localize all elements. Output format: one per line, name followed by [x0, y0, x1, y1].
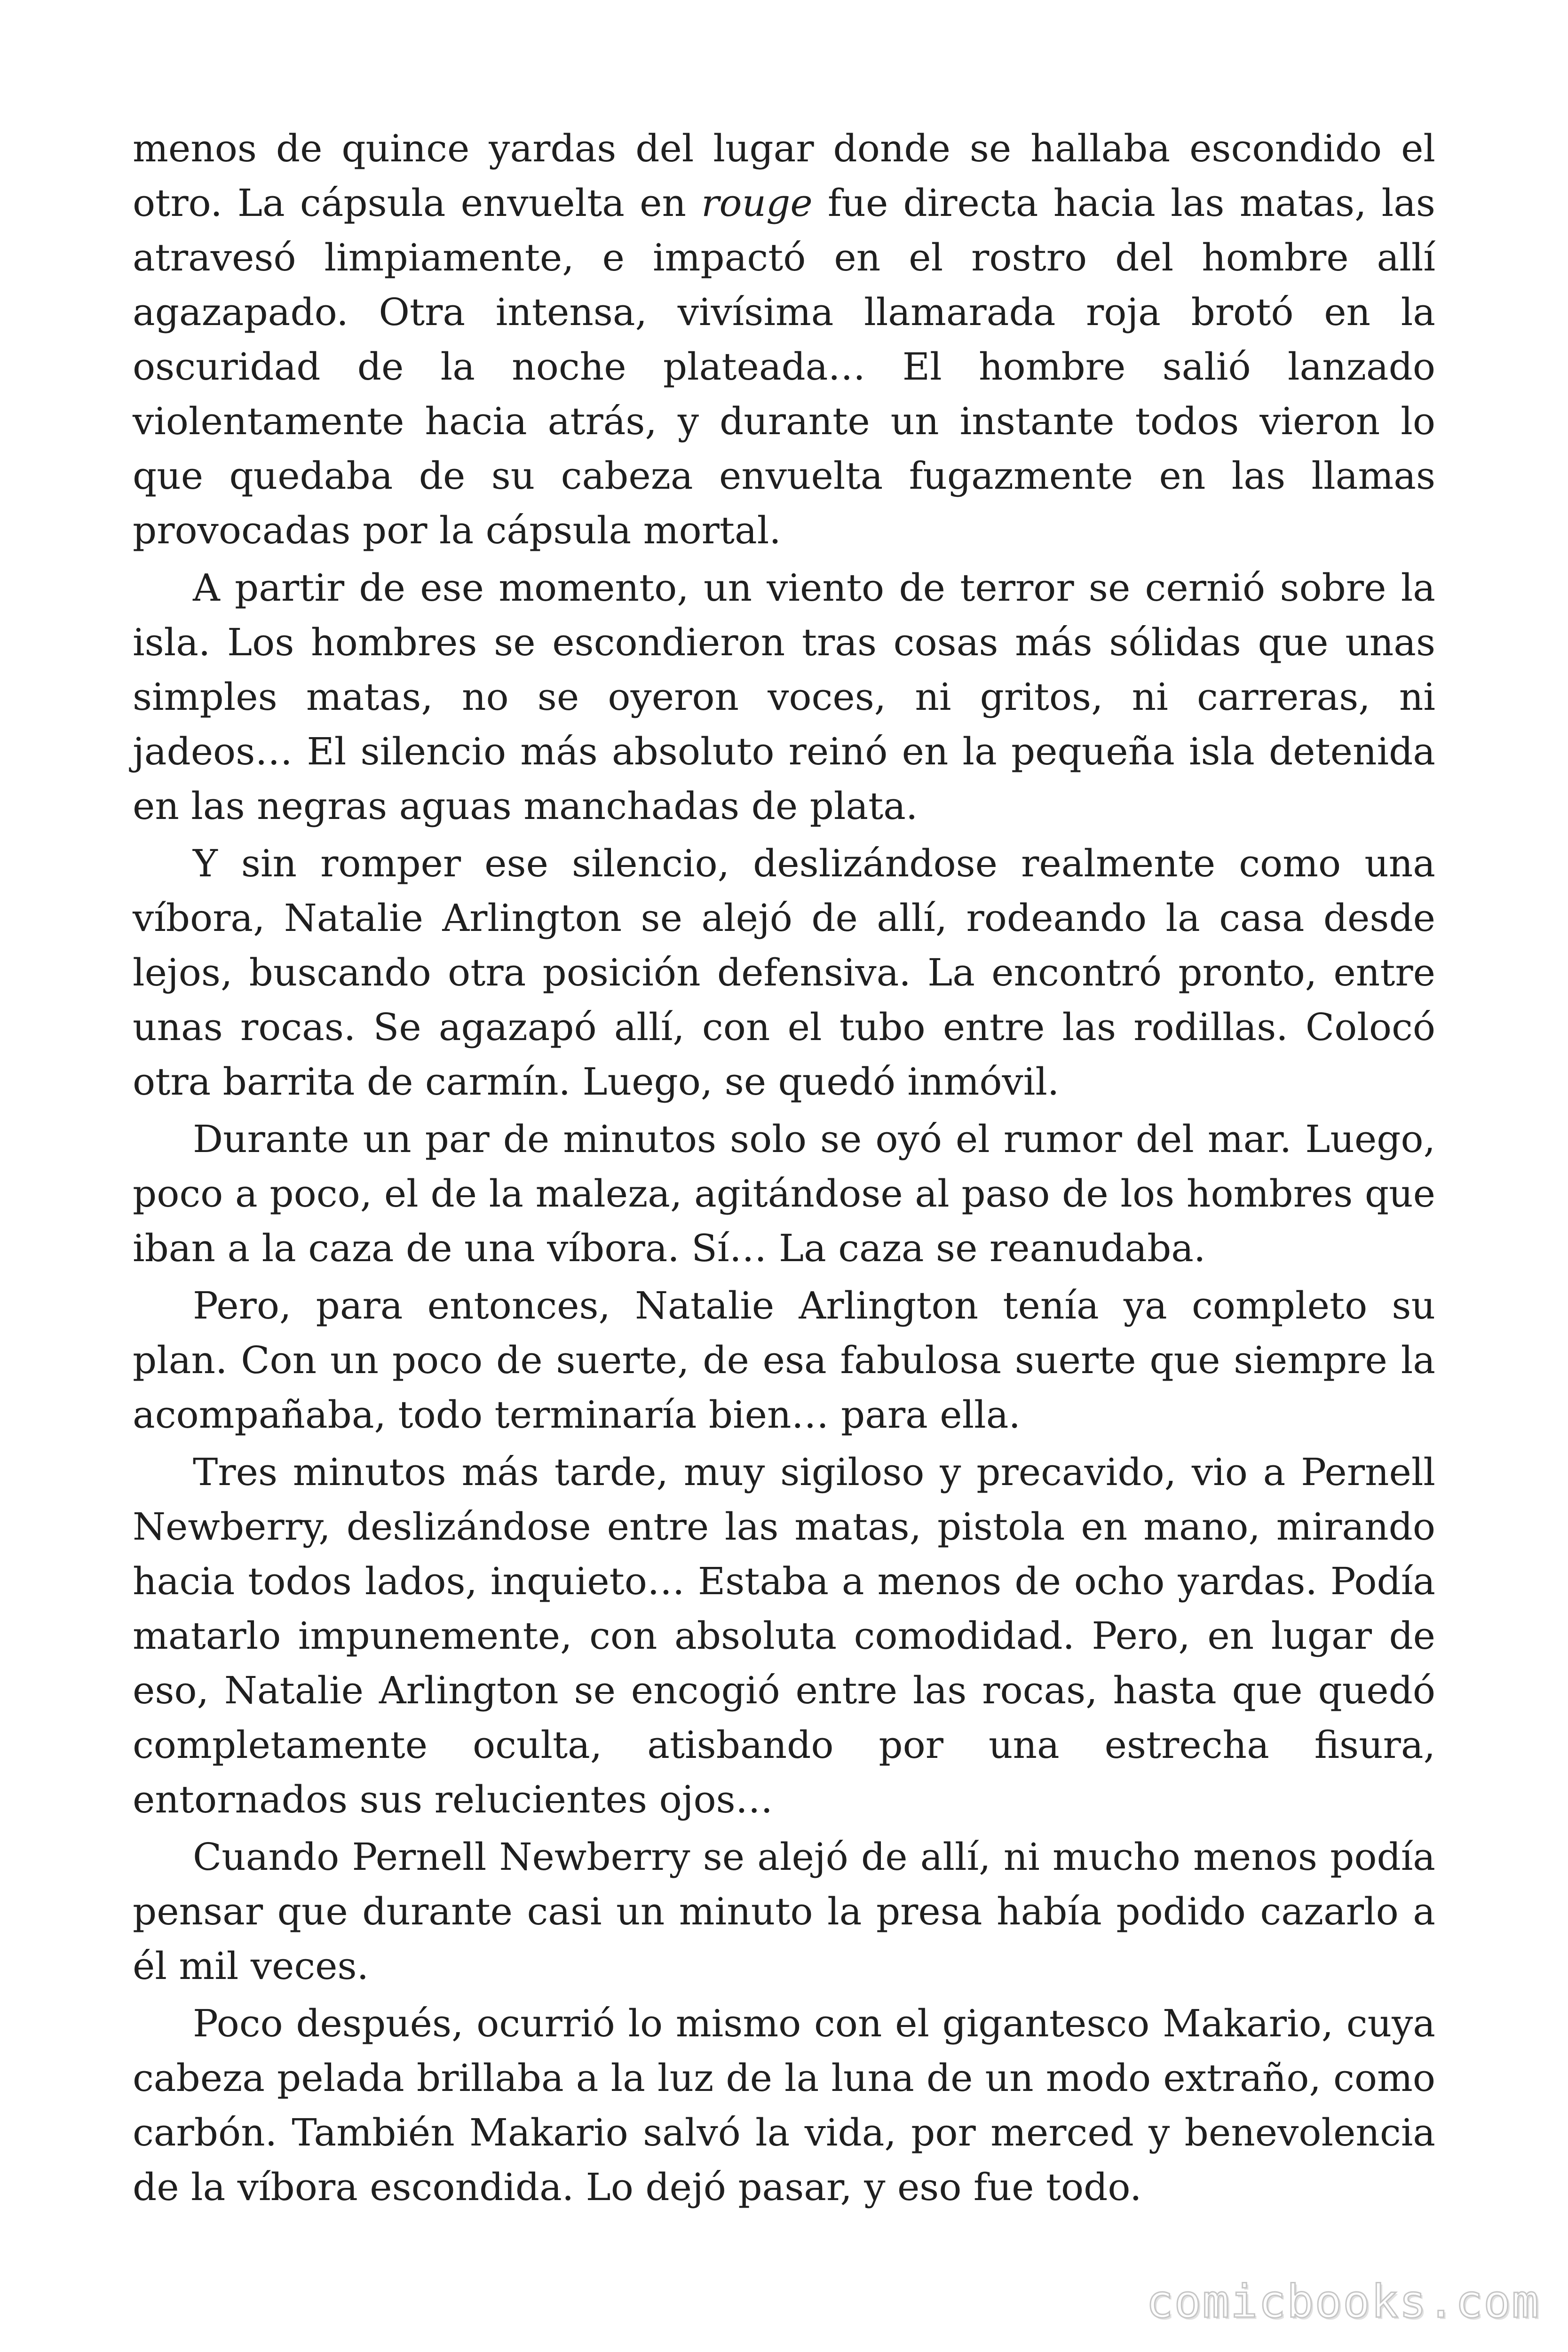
paragraph-6: Tres minutos más tarde, muy sigiloso y precavido, vio a Pernell Newberry, deslizándose entre las matas, pistola en mano, mirando hacia todos lados, inquieto… Estaba a menos de ocho yardas. Podía matarlo impunemente, con absoluta comodidad. Pero, en lugar de eso, Natalie Arlington se encogió entre las rocas, hasta que quedó completamente oculta, atisbando por una estrecha fisura, entornados sus relucientes ojos… — [133, 1450, 1435, 1821]
paragraph-2: A partir de ese momento, un viento de terror se cernió sobre la isla. Los hombres se escondieron tras cosas más sólidas que unas simples matas, no se oyeron voces, ni gritos, ni carreras, ni jadeos… El silencio más absoluto reinó en la pequeña isla detenida en las negras aguas manchadas de plata. — [133, 566, 1435, 828]
paragraph-4: Durante un par de minutos solo se oyó el rumor del mar. Luego, poco a poco, el de la maleza, agitándose al paso de los hombres que iban a la caza de una víbora. Sí… La caza se reanudaba. — [133, 1117, 1435, 1270]
body-text — [133, 121, 1435, 2215]
paragraph-7: Cuando Pernell Newberry se alejó de allí, ni mucho menos podía pensar que durante casi un minuto la presa había podido cazarlo a él mil veces. — [133, 1835, 1435, 1988]
paragraph-1-emphasis: rouge — [701, 181, 813, 225]
paragraph-8: Poco después, ocurrió lo mismo con el gigantesco Makario, cuya cabeza pelada brillaba a la luz de la luna de un modo extraño, como carbón. También Makario salvó la vida, por merced y benevolencia de la víbora escondida. Lo dejó pasar, y eso fue todo. — [133, 2002, 1435, 2209]
paragraph-5: Pero, para entonces, Natalie Arlington tenía ya completo su plan. Con un poco de suerte, de esa fabulosa suerte que siempre la acompañaba, todo terminaría bien… para ella. — [133, 1284, 1435, 1437]
paragraph-1-before: menos de quince yardas del lugar donde se hallaba escondido el otro. La cápsula envuelta en — [133, 127, 1435, 225]
paragraph-1 — [133, 121, 1435, 558]
paragraph-1-after: fue directa hacia las matas, las atravesó limpiamente, e impactó en el rostro del hombre allí agazapado. Otra intensa, vivísima llamarada roja brotó en la oscuridad de la noche plateada… El hombre salió lanzado violentamente hacia atrás, y durante un instante todos vieron lo que quedaba de su cabeza envuelta fugazmente en las llamas provocadas por la cápsula mortal. — [133, 181, 1435, 552]
paragraph-3: Y sin romper ese silencio, deslizándose realmente como una víbora, Natalie Arlington se alejó de allí, rodeando la casa desde lejos, buscando otra posición defensiva. La encontró pronto, entre unas rocas. Se agazapó allí, con el tubo entre las rodillas. Colocó otra barrita de carmín. Luego, se quedó inmóvil. — [133, 842, 1435, 1104]
watermark: comicbooks.com — [1146, 2275, 1540, 2328]
